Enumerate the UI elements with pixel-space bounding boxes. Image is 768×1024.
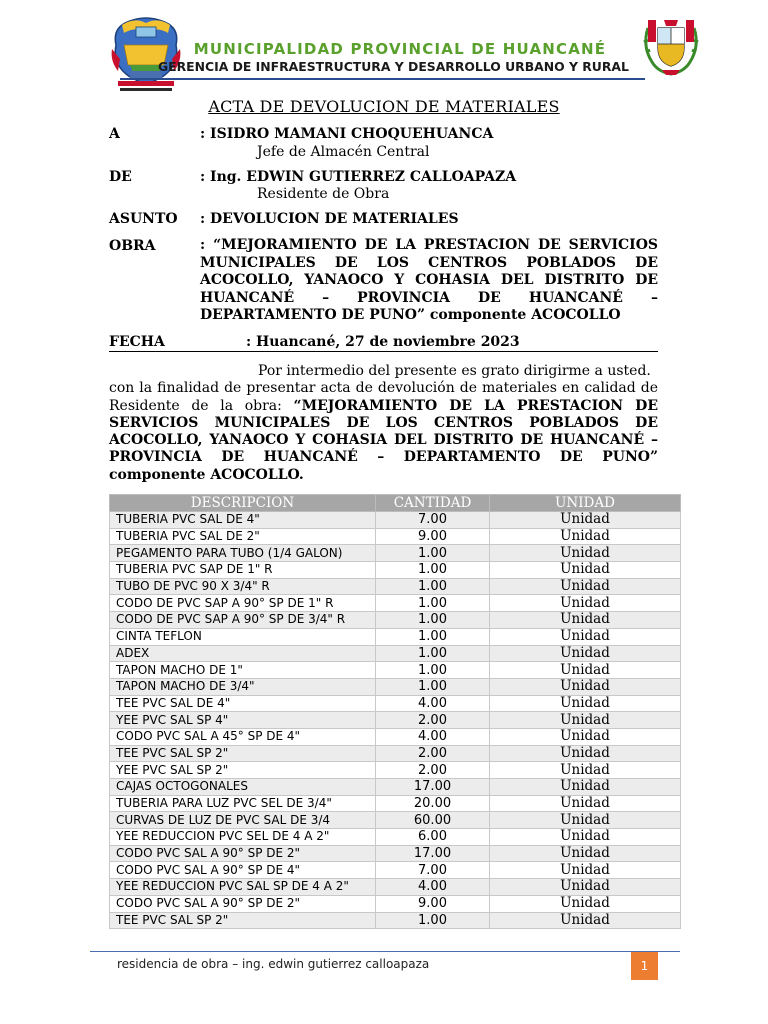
footer-divider — [90, 951, 680, 952]
table-row — [110, 879, 681, 896]
cell-unit: Unidad — [490, 812, 681, 829]
header-unit: UNIDAD — [490, 495, 681, 512]
table-row — [110, 628, 681, 645]
body-text: con la finalidad de presentar acta de devolución de materiales en calidad de Residente de la obra: — [109, 380, 658, 414]
cell-unit: Unidad — [490, 662, 681, 679]
page-number-badge: 1 — [631, 952, 658, 980]
cell-unit: Unidad — [490, 912, 681, 929]
cell-description: CODO DE PVC SAP A 90° SP DE 3/4" R — [110, 612, 376, 629]
cell-unit: Unidad — [490, 862, 681, 879]
cell-description: CODO PVC SAL A 45° SP DE 4" — [110, 728, 376, 745]
cell-unit: Unidad — [490, 612, 681, 629]
subject-label: ASUNTO — [109, 211, 178, 227]
header-quantity: CANTIDAD — [376, 495, 490, 512]
cell-unit: Unidad — [490, 512, 681, 529]
cell-unit: Unidad — [490, 728, 681, 745]
table-row — [110, 862, 681, 879]
cell-quantity: 2.00 — [376, 762, 490, 779]
cell-unit: Unidad — [490, 628, 681, 645]
cell-description: ADEX — [110, 645, 376, 662]
cell-quantity: 1.00 — [376, 645, 490, 662]
table-row — [110, 712, 681, 729]
table-row — [110, 545, 681, 562]
work-value: : “MEJORAMIENTO DE LA PRESTACION DE SERVICIOS MUNICIPALES DE LOS CENTROS POBLADOS DE ACOCOLLO, YANAOCO Y COHASIA DEL DISTRITO DE HUANCANÉ – PROVINCIA DE HUANCANÉ – DEPARTAMENTO DE PUNO” componente ACOCOLLO — [200, 237, 658, 324]
cell-unit: Unidad — [490, 678, 681, 695]
table-row — [110, 829, 681, 846]
table-row — [110, 562, 681, 579]
table-row — [110, 512, 681, 529]
cell-quantity: 2.00 — [376, 712, 490, 729]
cell-unit: Unidad — [490, 595, 681, 612]
cell-description: CODO PVC SAL A 90° SP DE 2" — [110, 895, 376, 912]
table-row — [110, 612, 681, 629]
cell-quantity: 1.00 — [376, 545, 490, 562]
cell-description: TUBERIA PVC SAL DE 2" — [110, 528, 376, 545]
table-row — [110, 645, 681, 662]
cell-quantity: 60.00 — [376, 812, 490, 829]
footer-text: residencia de obra – ing. edwin gutierrez calloapaza — [117, 957, 430, 971]
cell-unit: Unidad — [490, 795, 681, 812]
from-label: DE — [109, 169, 132, 185]
body-work-name: “MEJORAMIENTO DE LA PRESTACION DE SERVICIOS MUNICIPALES DE LOS CENTROS POBLADOS DE ACOCOLLO, YANAOCO Y COHASIA DEL DISTRITO DE HUANCANÉ – PROVINCIA DE HUANCANÉ – DEPARTAMENTO DE PUNO” componente ACOCOLLO. — [109, 397, 658, 483]
cell-unit: Unidad — [490, 712, 681, 729]
cell-description: YEE PVC SAL SP 4" — [110, 712, 376, 729]
header-description: DESCRIPCION — [110, 495, 376, 512]
cell-quantity: 4.00 — [376, 728, 490, 745]
cell-quantity: 1.00 — [376, 678, 490, 695]
cell-description: TUBERIA PARA LUZ PVC SEL DE 3/4" — [110, 795, 376, 812]
document-title: ACTA DE DEVOLUCION DE MATERIALES — [208, 97, 560, 116]
cell-description: CODO PVC SAL A 90° SP DE 4" — [110, 862, 376, 879]
cell-unit: Unidad — [490, 745, 681, 762]
cell-quantity: 4.00 — [376, 879, 490, 896]
cell-quantity: 9.00 — [376, 895, 490, 912]
cell-unit: Unidad — [490, 695, 681, 712]
cell-quantity: 20.00 — [376, 795, 490, 812]
table-header-row — [110, 495, 681, 512]
cell-quantity: 1.00 — [376, 595, 490, 612]
to-name: : ISIDRO MAMANI CHOQUEHUANCA — [200, 126, 494, 142]
header-divider — [120, 78, 645, 80]
cell-description: CAJAS OCTOGONALES — [110, 779, 376, 796]
cell-quantity: 1.00 — [376, 612, 490, 629]
cell-quantity: 9.00 — [376, 528, 490, 545]
cell-quantity: 1.00 — [376, 578, 490, 595]
table-row — [110, 695, 681, 712]
cell-quantity: 1.00 — [376, 912, 490, 929]
from-role: Residente de Obra — [257, 186, 390, 202]
table-row — [110, 745, 681, 762]
cell-description: TAPON MACHO DE 1" — [110, 662, 376, 679]
cell-description: YEE REDUCCION PVC SEL DE 4 A 2" — [110, 829, 376, 846]
cell-quantity: 1.00 — [376, 662, 490, 679]
cell-unit: Unidad — [490, 779, 681, 796]
from-name: : Ing. EDWIN GUTIERREZ CALLOAPAZA — [200, 169, 517, 185]
cell-quantity: 1.00 — [376, 562, 490, 579]
cell-description: TAPON MACHO DE 3/4" — [110, 678, 376, 695]
table-row — [110, 728, 681, 745]
body-paragraph — [109, 363, 658, 484]
cell-description: TUBO DE PVC 90 X 3/4" R — [110, 578, 376, 595]
cell-description: CURVAS DE LUZ DE PVC SAL DE 3/4 — [110, 812, 376, 829]
cell-quantity: 17.00 — [376, 779, 490, 796]
cell-unit: Unidad — [490, 762, 681, 779]
cell-description: TEE PVC SAL SP 2" — [110, 912, 376, 929]
cell-unit: Unidad — [490, 578, 681, 595]
body-line-main — [109, 380, 658, 484]
table-row — [110, 678, 681, 695]
table-row — [110, 762, 681, 779]
table-row — [110, 795, 681, 812]
cell-quantity: 6.00 — [376, 829, 490, 846]
table-row — [110, 578, 681, 595]
table-row — [110, 662, 681, 679]
org-subtitle: GERENCIA DE INFRAESTRUCTURA Y DESARROLLO URBANO Y RURAL — [158, 59, 629, 74]
cell-quantity: 7.00 — [376, 862, 490, 879]
work-label: OBRA — [109, 238, 156, 254]
cell-description: TEE PVC SAL SP 2" — [110, 745, 376, 762]
materials-table-body — [110, 512, 681, 929]
cell-unit: Unidad — [490, 562, 681, 579]
cell-quantity: 1.00 — [376, 628, 490, 645]
org-name: MUNICIPALIDAD PROVINCIAL DE HUANCANÉ — [193, 40, 607, 58]
cell-unit: Unidad — [490, 545, 681, 562]
body-line-intro: Por intermedio del presente es grato dirigirme a usted. — [258, 363, 651, 379]
subject-value: : DEVOLUCION DE MATERIALES — [200, 211, 459, 227]
date-divider — [109, 351, 658, 352]
cell-description: PEGAMENTO PARA TUBO (1/4 GALON) — [110, 545, 376, 562]
cell-description: CODO PVC SAL A 90° SP DE 2" — [110, 845, 376, 862]
cell-unit: Unidad — [490, 528, 681, 545]
table-row — [110, 812, 681, 829]
date-label: FECHA — [109, 334, 165, 350]
materials-table — [109, 494, 681, 929]
cell-description: TEE PVC SAL DE 4" — [110, 695, 376, 712]
table-row — [110, 528, 681, 545]
cell-description: YEE REDUCCION PVC SAL SP DE 4 A 2" — [110, 879, 376, 896]
cell-quantity: 17.00 — [376, 845, 490, 862]
cell-description: CINTA TEFLON — [110, 628, 376, 645]
cell-unit: Unidad — [490, 895, 681, 912]
cell-quantity: 2.00 — [376, 745, 490, 762]
table-row — [110, 845, 681, 862]
to-label: A — [109, 126, 120, 142]
cell-unit: Unidad — [490, 645, 681, 662]
cell-description: YEE PVC SAL SP 2" — [110, 762, 376, 779]
date-value: : Huancané, 27 de noviembre 2023 — [246, 334, 520, 350]
cell-quantity: 4.00 — [376, 695, 490, 712]
table-row — [110, 595, 681, 612]
cell-unit: Unidad — [490, 845, 681, 862]
to-role: Jefe de Almacén Central — [257, 144, 430, 160]
cell-quantity: 7.00 — [376, 512, 490, 529]
table-row — [110, 779, 681, 796]
cell-description: TUBERIA PVC SAL DE 4" — [110, 512, 376, 529]
cell-description: TUBERIA PVC SAP DE 1" R — [110, 562, 376, 579]
cell-unit: Unidad — [490, 829, 681, 846]
cell-unit: Unidad — [490, 879, 681, 896]
cell-description: CODO DE PVC SAP A 90° SP DE 1" R — [110, 595, 376, 612]
table-row — [110, 912, 681, 929]
table-row — [110, 895, 681, 912]
